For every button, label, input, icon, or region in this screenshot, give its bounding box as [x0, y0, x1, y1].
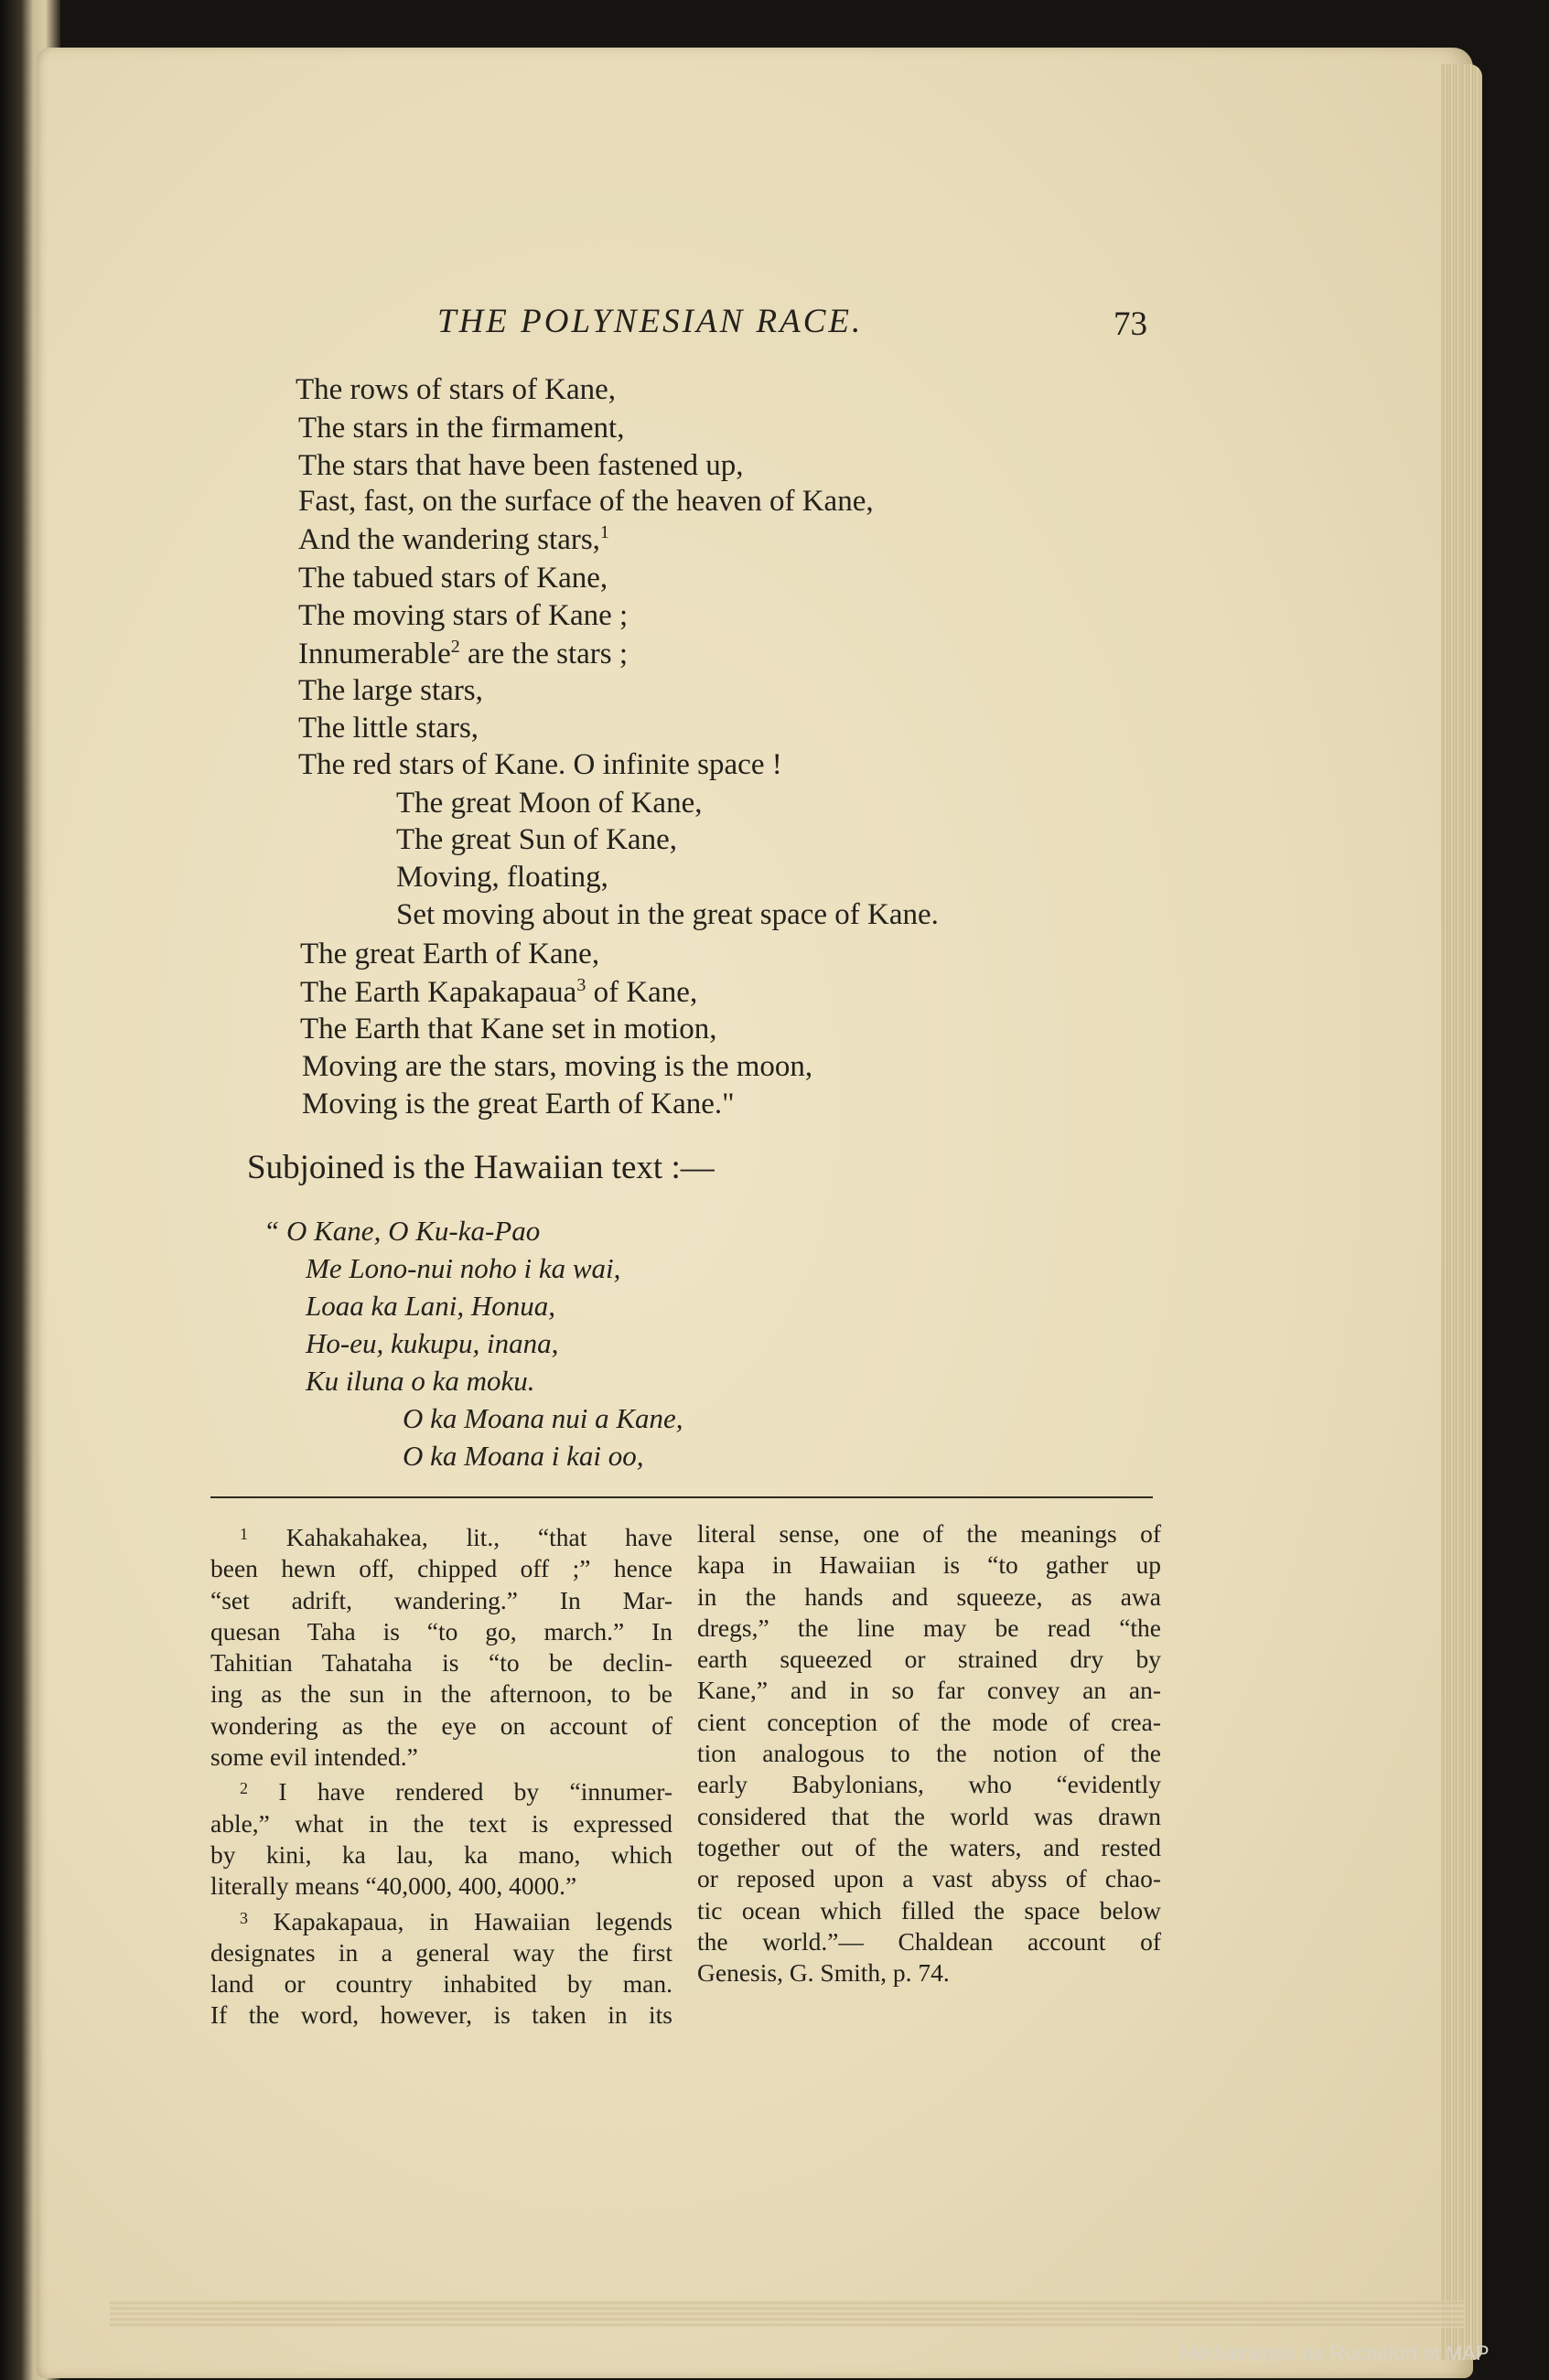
footnote-line: the world.”— Chaldean account of [697, 1926, 1161, 1956]
footnote-line: able,” what in the text is expressed [210, 1808, 672, 1838]
poem-line: The rows of stars of Kane, [296, 373, 617, 406]
poem-line: Fast, fast, on the surface of the heaven of Kane, [298, 485, 874, 518]
footnote-line: literally means “40,000, 400, 4000.” [210, 1871, 577, 1901]
poem-line: The stars that have been fastened up, [298, 449, 744, 482]
footnote-line: been hewn off, chipped off ;” hence [210, 1554, 672, 1583]
footnote-line: cient conception of the mode of crea- [697, 1707, 1161, 1736]
hawaiian-line: “ O Kane, O Ku-ka-Pao [264, 1215, 541, 1247]
running-head: THE POLYNESIAN RACE. [437, 303, 864, 340]
footnote-line: tion analogous to the notion of the [697, 1739, 1161, 1768]
footnote-line: together out of the waters, and rested [697, 1832, 1161, 1861]
hawaiian-line: O ka Moana i kai oo, [403, 1440, 644, 1472]
poem-line: The Earth that Kane set in motion, [300, 1013, 717, 1045]
poem-line: The great Earth of Kane, [300, 938, 600, 970]
footnote-line: wondering as the eye on account of [210, 1710, 672, 1740]
footnote-line: earth squeezed or strained dry by [697, 1645, 1161, 1674]
poem-line: The large stars, [298, 674, 483, 707]
poem-line: Innumerable$^2$ are the stars ; [298, 637, 629, 670]
poem-line: And the wandering stars,$^1$ [298, 522, 609, 556]
footnote-line: designates in a general way the first [210, 1937, 672, 1967]
footnote-line: $^3$ Kapakapaua, in Hawaiian legends [240, 1906, 673, 1935]
poem-line: The great Sun of Kane, [396, 823, 677, 856]
poem-line: Set moving about in the great space of Kane. [396, 898, 939, 931]
footnote-line: ing as the sun in the afternoon, to be [210, 1679, 672, 1709]
footnote-line: kapa in Hawaiian is “to gather up [697, 1550, 1161, 1580]
poem-line: The great Moon of Kane, [396, 787, 703, 820]
footnote-line: in the hands and squeeze, as awa [697, 1581, 1161, 1611]
page-bottom-edge [110, 2300, 1464, 2328]
poem-line: The Earth Kapakapaua$^3$ of Kane, [300, 975, 698, 1009]
footnote-1-text: Kahakahakea, lit., “that have [285, 1523, 672, 1551]
poem-line: Moving are the stars, moving is the moon, [302, 1050, 813, 1083]
footnote-line: $^2$ I have rendered by “innumer- [240, 1777, 672, 1806]
footnote-line: Genesis, G. Smith, p. 74. [697, 1958, 950, 1988]
footnote-line: considered that the world was drawn [697, 1801, 1161, 1830]
footnote-line: If the word, however, is taken in its [210, 2000, 672, 2030]
hawaiian-line: Ku iluna o ka moku. [306, 1365, 535, 1397]
library-watermark: Médiathèque de Rochefort et MAP [1180, 2342, 1490, 2364]
footnote-rule [210, 1496, 1153, 1498]
note-ref: 1 [599, 522, 609, 542]
note-ref: 2 [450, 637, 460, 657]
footnote-line: tic ocean which filled the space below [697, 1895, 1161, 1924]
footnote-line: Tahitian Tahataha is “to be declin- [210, 1648, 672, 1678]
footnote-line: land or country inhabited by man. [210, 1969, 672, 1999]
page-number: 73 [1113, 306, 1147, 343]
footnote-line: by kini, ka lau, ka mano, which [210, 1839, 672, 1869]
poem-line: The little stars, [298, 712, 479, 745]
poem-line: The moving stars of Kane ; [298, 599, 629, 632]
note-ref: 3 [576, 975, 586, 995]
footnote-line: dregs,” the line may be read “the [697, 1613, 1161, 1642]
poem-line: The stars in the firmament, [298, 412, 625, 445]
footnote-line: some evil intended.” [210, 1742, 418, 1772]
poem-line: The tabued stars of Kane, [298, 562, 608, 595]
footnotes-column-left [210, 1518, 672, 2032]
section-subhead: Subjoined is the Hawaiian text :— [247, 1149, 715, 1186]
footnote-line: Kane,” and in so far convey an an- [697, 1676, 1161, 1705]
hawaiian-line: O ka Moana nui a Kane, [403, 1402, 683, 1434]
page-edges [1441, 64, 1482, 2360]
poem-line: Moving is the great Earth of Kane." [302, 1088, 735, 1120]
footnotes-column-right [697, 1518, 1161, 1989]
hawaiian-line: Ho-eu, kukupu, inana, [306, 1327, 559, 1359]
footnote-line: $^1$ Kahakahakea, lit., “that have [240, 1523, 672, 1551]
footnote-line: “set adrift, wandering.” In Mar- [210, 1585, 672, 1614]
footnote-line: early Babylonians, who “evidently [697, 1770, 1161, 1799]
footnote-line: literal sense, one of the meanings of [697, 1519, 1161, 1548]
footnote-line: quesan Taha is “to go, march.” In [210, 1616, 672, 1646]
footnote-line: or reposed upon a vast abyss of chao- [697, 1864, 1161, 1893]
hawaiian-line: Loaa ka Lani, Honua, [306, 1290, 555, 1322]
hawaiian-line: Me Lono-nui noho i ka wai, [306, 1252, 621, 1284]
poem-line: Moving, floating, [396, 861, 608, 894]
poem-line: The red stars of Kane. O infinite space ! [298, 748, 782, 781]
